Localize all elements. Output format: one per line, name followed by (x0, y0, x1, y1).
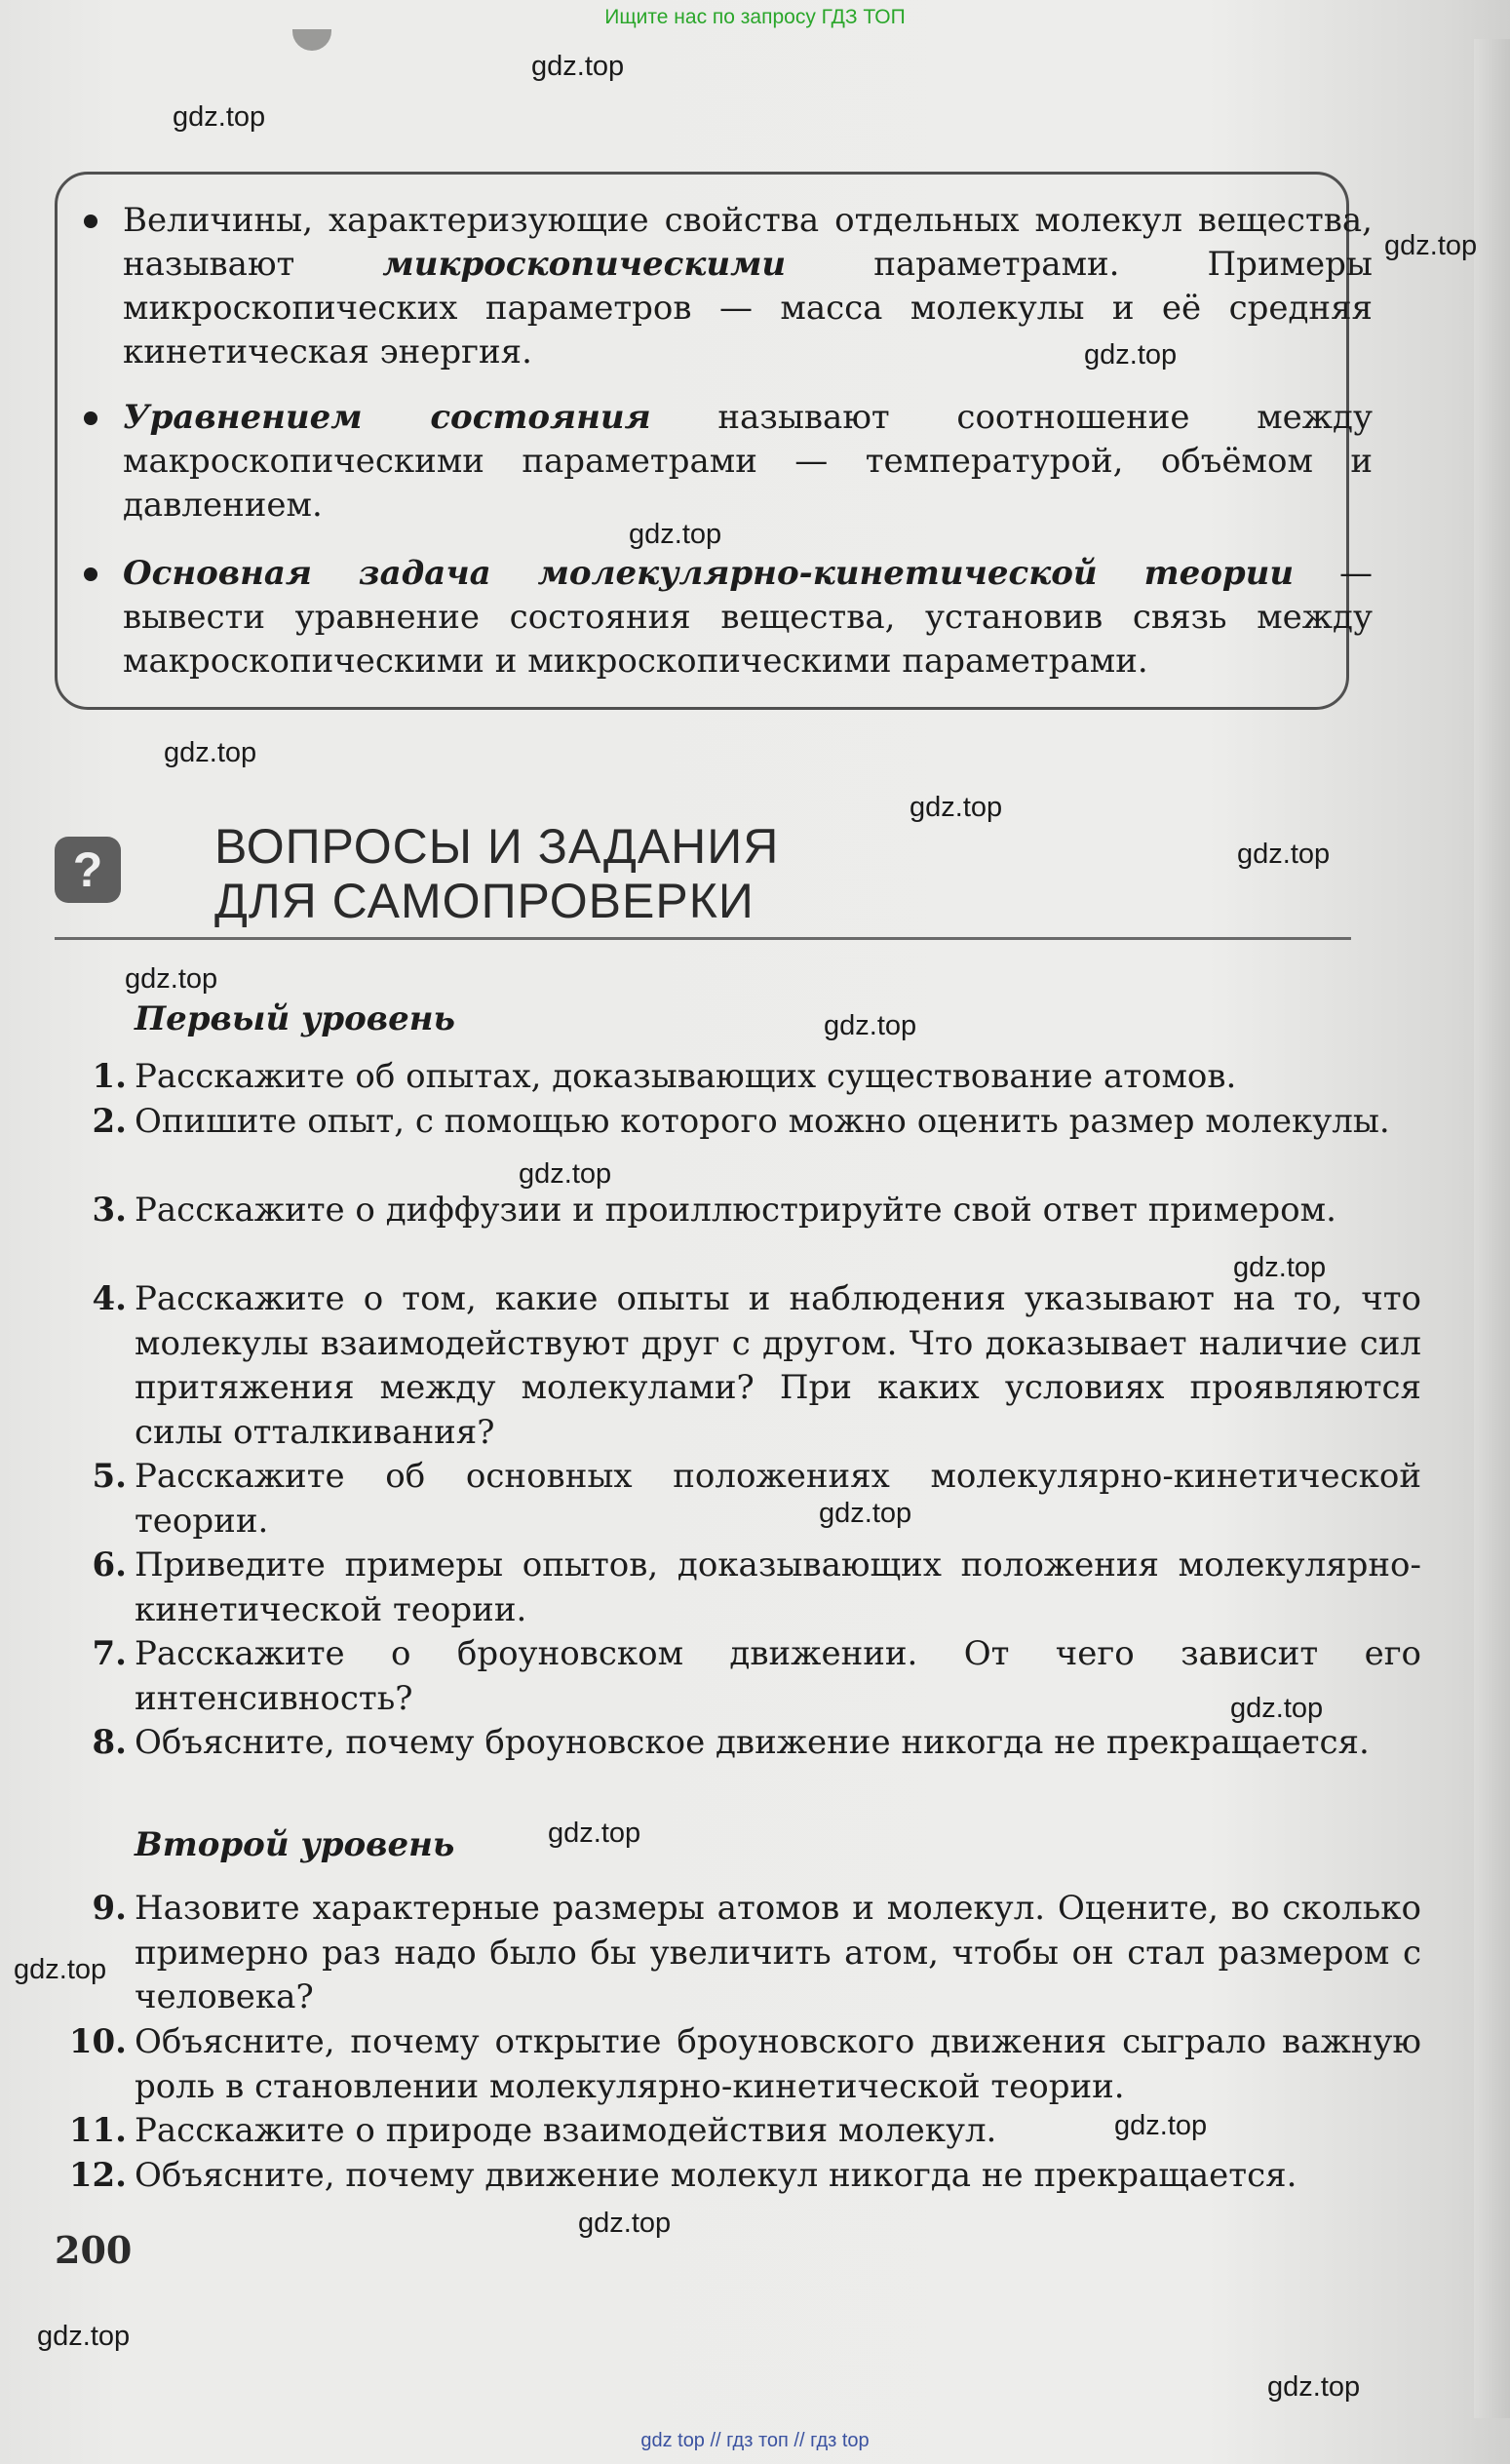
watermark: gdz.top (824, 1010, 917, 1041)
watermark: gdz.top (1237, 839, 1331, 870)
level-heading-first: Первый уровень (135, 999, 455, 1038)
summary-item: Основная задача молекулярно-кинетической теории — вывести уравнение состояния вещества, установив связь между макроскопическими и микроскопическими параметрами. (66, 552, 1373, 684)
summary-item: Уравнением состояния называют соотношение между макроскопическими параметрами — температурой, объёмом и давлением. (66, 396, 1373, 528)
watermark: gdz.top (578, 2208, 672, 2239)
watermark: gdz.top (37, 2321, 131, 2352)
watermark: gdz.top (910, 792, 1003, 823)
watermark: gdz.top (548, 1818, 641, 1849)
watermark: gdz.top (819, 1498, 912, 1529)
bullet-icon (84, 215, 97, 228)
watermark: gdz.top (173, 101, 266, 133)
bullet-icon (84, 411, 97, 425)
watermark: gdz.top (519, 1158, 612, 1190)
watermark: gdz.top (1384, 230, 1478, 261)
watermark: gdz.top (1233, 1252, 1327, 1283)
watermark: gdz.top (1230, 1693, 1324, 1724)
title-divider (55, 937, 1351, 940)
watermark: gdz.top (125, 963, 218, 995)
bullet-icon (84, 567, 97, 581)
watermark: gdz.top (14, 1954, 107, 1985)
top-banner[interactable]: Ищите нас по запросу ГДЗ ТОП (604, 6, 906, 28)
book-spine-shadow (1474, 39, 1510, 2418)
watermark: gdz.top (164, 737, 257, 768)
bottom-banner[interactable]: gdz top // гдз топ // гдз top (640, 2430, 870, 2451)
watermark: gdz.top (629, 519, 722, 550)
watermark: gdz.top (1114, 2110, 1208, 2141)
watermark: gdz.top (1267, 2371, 1361, 2403)
watermark: gdz.top (1084, 339, 1178, 371)
watermark: gdz.top (531, 51, 625, 82)
level-heading-second: Второй уровень (135, 1825, 455, 1864)
page-number: 200 (55, 2228, 133, 2272)
question-mark-icon: ? (55, 837, 121, 903)
summary-item: Величины, характеризующие свойства отдельных молекул вещества, называют микроскопическими параметрами. Примеры микроскопических параметров — масса молекулы и её средняя кинетическая энергия. (66, 199, 1373, 374)
section-title: ВОПРОСЫ И ЗАДАНИЯ ДЛЯ САМОПРОВЕРКИ (214, 819, 780, 928)
